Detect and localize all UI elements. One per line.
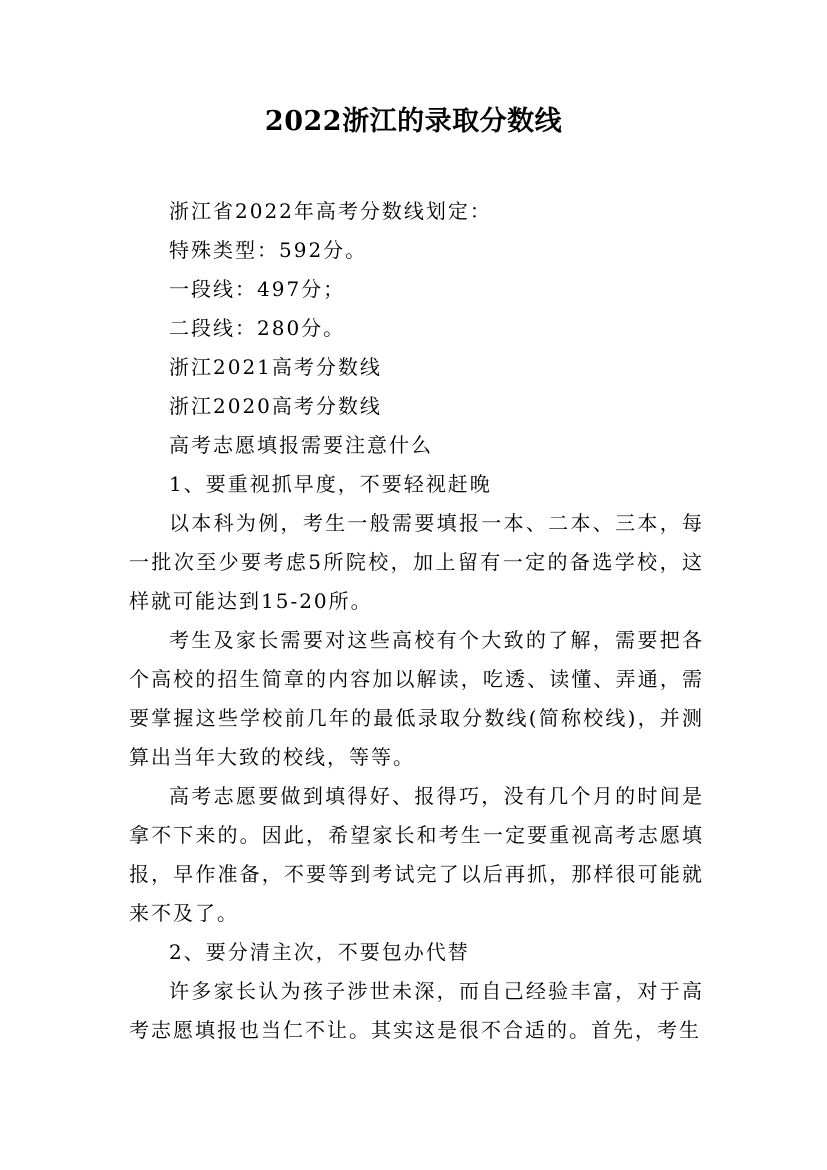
paragraph-body: 许多家长认为孩子涉世未深，而自己经验丰富，对于高考志愿填报也当仁不让。其实这是很不合适的。首先，考生 <box>129 979 704 1042</box>
paragraph-body: 考生及家长需要对这些高校有个大致的了解，需要把各个高校的招生简章的内容加以解读，吃透、读懂、弄通，需要掌握这些学校前几年的最低录取分数线(简称校线)，并测算出当年大致的校线，等等。 <box>129 628 704 769</box>
paragraph-point-1: 1、要重视抓早度，不要轻视赶晚 <box>169 472 492 496</box>
paragraph-first-tier: 一段线：497分； <box>169 277 346 301</box>
paragraph-body: 以本科为例，考生一般需要填报一本、二本、三本，每一批次至少要考虑5所院校，加上留有一定的备选学校，这样就可能达到15-20所。 <box>129 511 704 613</box>
document-body <box>129 192 704 1050</box>
paragraph-second-tier: 二段线：280分。 <box>169 316 346 340</box>
paragraph-2020-heading: 浙江2020高考分数线 <box>169 394 382 418</box>
paragraph-score-line-intro: 浙江省2022年高考分数线划定： <box>169 199 492 223</box>
document-title: 2022浙江的录取分数线 <box>264 106 563 137</box>
paragraph-section-heading: 高考志愿填报需要注意什么 <box>169 433 433 457</box>
paragraph-body: 高考志愿要做到填得好、报得巧，没有几个月的时间是拿不下来的。因此，希望家长和考生一定要重视高考志愿填报，早作准备，不要等到考试完了以后再抓，那样很可能就来不及了。 <box>129 784 704 925</box>
paragraph-2021-heading: 浙江2021高考分数线 <box>169 355 382 379</box>
paragraph-special-type: 特殊类型：592分。 <box>169 238 368 262</box>
paragraph-point-2: 2、要分清主次，不要包办代替 <box>169 940 470 964</box>
